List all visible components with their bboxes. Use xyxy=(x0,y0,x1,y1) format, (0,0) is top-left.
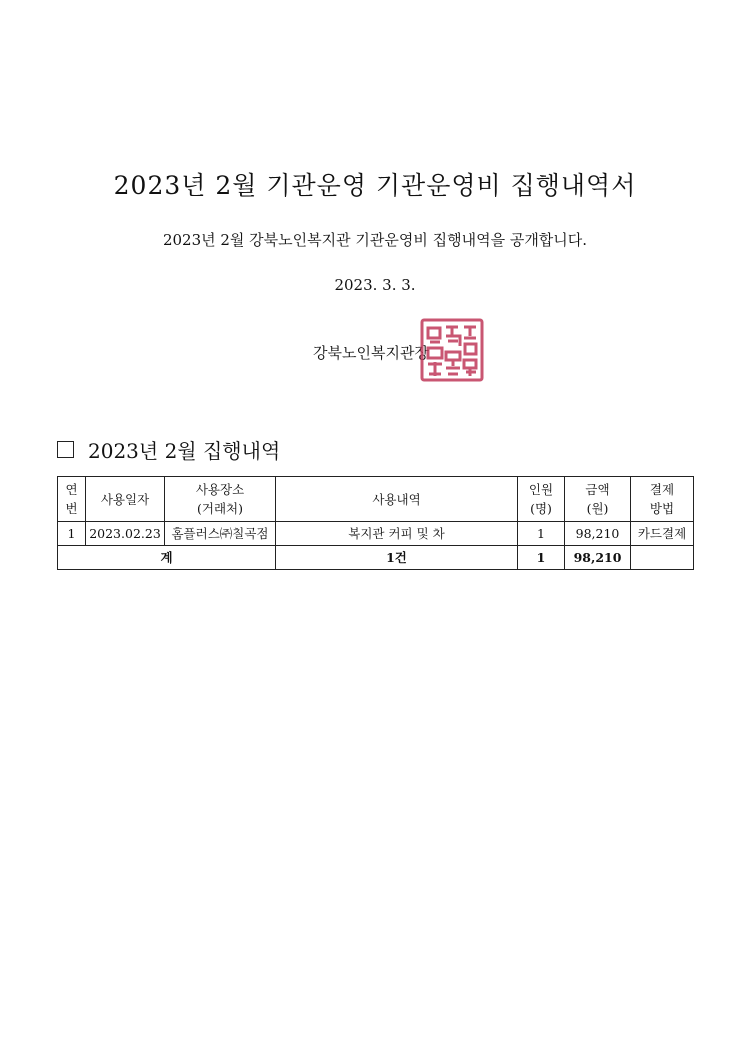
total-method xyxy=(631,546,694,570)
total-people: 1 xyxy=(518,546,565,570)
cell-method: 카드결제 xyxy=(631,522,694,546)
cell-place: 홈플러스㈜칠곡점 xyxy=(165,522,276,546)
square-outline-icon xyxy=(57,441,74,458)
document-date: 2023. 3. 3. xyxy=(334,276,416,294)
header-amount: 금액 (원) xyxy=(565,477,631,522)
table-row xyxy=(58,522,694,546)
cell-description: 복지관 커피 및 차 xyxy=(276,522,518,546)
organization-name: 강북노인복지관장 xyxy=(313,344,429,362)
header-place: 사용장소 (거래처) xyxy=(165,477,276,522)
document-subtitle: 2023년 2월 강북노인복지관 기관운영비 집행내역을 공개합니다. xyxy=(162,231,588,249)
total-amount: 98,210 xyxy=(565,546,631,570)
total-count: 1건 xyxy=(276,546,518,570)
cell-amount: 98,210 xyxy=(565,522,631,546)
header-people: 인원 (명) xyxy=(518,477,565,522)
official-seal-stamp xyxy=(420,318,484,382)
expense-table xyxy=(57,476,694,570)
document-title: 2023년 2월 기관운영 기관운영비 집행내역서 xyxy=(113,171,637,200)
section-title: 2023년 2월 집행내역 xyxy=(88,439,281,463)
cell-people: 1 xyxy=(518,522,565,546)
cell-no: 1 xyxy=(58,522,86,546)
header-date: 사용일자 xyxy=(86,477,165,522)
table-total-row xyxy=(58,546,694,570)
header-no: 연 번 xyxy=(58,477,86,522)
total-label: 계 xyxy=(58,546,276,570)
table-header-row xyxy=(58,477,694,522)
header-description: 사용내역 xyxy=(276,477,518,522)
section-heading xyxy=(55,435,280,464)
header-method: 결제 방법 xyxy=(631,477,694,522)
cell-date: 2023.02.23 xyxy=(86,522,165,546)
